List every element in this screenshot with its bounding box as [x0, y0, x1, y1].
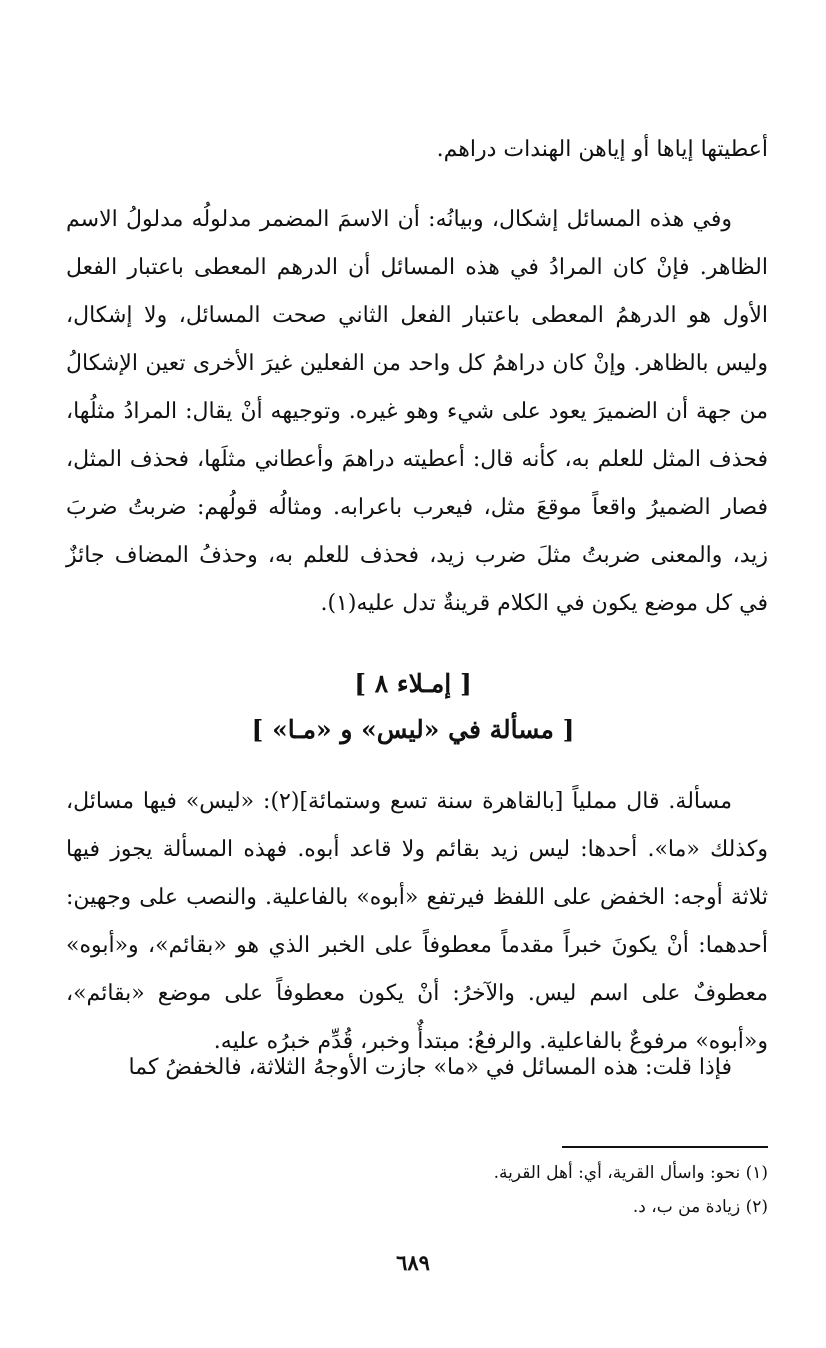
footnote-2: (٢) زيادة من ب، د. — [632, 1197, 768, 1217]
paragraph-2: مسألة. قال مملياً [بالقاهرة سنة تسع وستمائة](٢): «ليس» فيها مسائل، وكذلك «ما». أحدها: ليس زيد بقائم ولا قاعد أبوه. فهذه المسألة يجوز فيها ثلاثة أوجه: الخفض على اللفظ فيرتفع «أبوه» بالفاعلية. والنصب على وجهين: أحدهما: أنْ يكونَ خبراً مقدماً معطوفاً على الخبر الذي هو «بقائم»، و«أبوه» معطوفٌ على اسم ليس. والآخرُ: أنْ يكون معطوفاً على موضع «بقائم»، و«أبوه» مرفوعٌ بالفاعلية. والرفعُ: مبتدأٌ وخبر، قُدِّم خبرُه عليه. — [66, 789, 768, 1054]
footnote-1: (١) نحو: واسأل القرية، أي: أهل القرية. — [493, 1163, 768, 1183]
paragraph-1-block — [66, 196, 768, 628]
page-number: ٦٨٩ — [396, 1250, 430, 1275]
paragraph-3-block — [66, 1044, 768, 1092]
paragraph-2-block — [66, 778, 768, 1066]
continuation-text-block — [66, 126, 768, 174]
paragraph-3: فإذا قلت: هذه المسائل في «ما» جازت الأوجهُ الثلاثة، فالخفضُ كما — [128, 1055, 732, 1080]
section-heading: [ إمـلاء ٨ ] — [354, 669, 472, 698]
paragraph-1: وفي هذه المسائل إشكال، وبيانُه: أن الاسمَ المضمر مدلولُه مدلولُ الاسم الظاهر. فإنْ كان المرادُ في هذه المسائل أن الدرهم المعطى باعتبار الفعل الأول هو الدرهمُ المعطى باعتبار الفعل الثاني صحت المسائل، ولا إشكال، وليس بالظاهر. وإنْ كان دراهمُ كل واحد من الفعلين غيرَ الأخرى تعين الإشكالُ من جهة أن الضميرَ يعود على شيء وهو غيره. وتوجيهه أنْ يقال: المرادُ مثلُها، فحذف المثل للعلم به، كأنه قال: أعطيته دراهمَ وأعطاني مثلَها، فحذف المثل، فصار الضميرُ واقعاً موقعَ مثل، فيعرب باعرابه. ومثالُه قولُهم: ضربتُ ضربَ زيد، والمعنى ضربتُ مثلَ ضرب زيد، فحذف للعلم به، وحذفُ المضاف جائزٌ في كل موضع يكون في الكلام قرينةٌ تدل عليه(١). — [66, 207, 768, 616]
section-subheading: [ مسألة في «ليس» و «مـا» ] — [251, 715, 575, 744]
footnotes — [66, 1156, 768, 1224]
continuation-line: أعطيتها إياها أو إياهن الهندات دراهم. — [436, 137, 768, 162]
footnote-divider — [562, 1146, 768, 1148]
